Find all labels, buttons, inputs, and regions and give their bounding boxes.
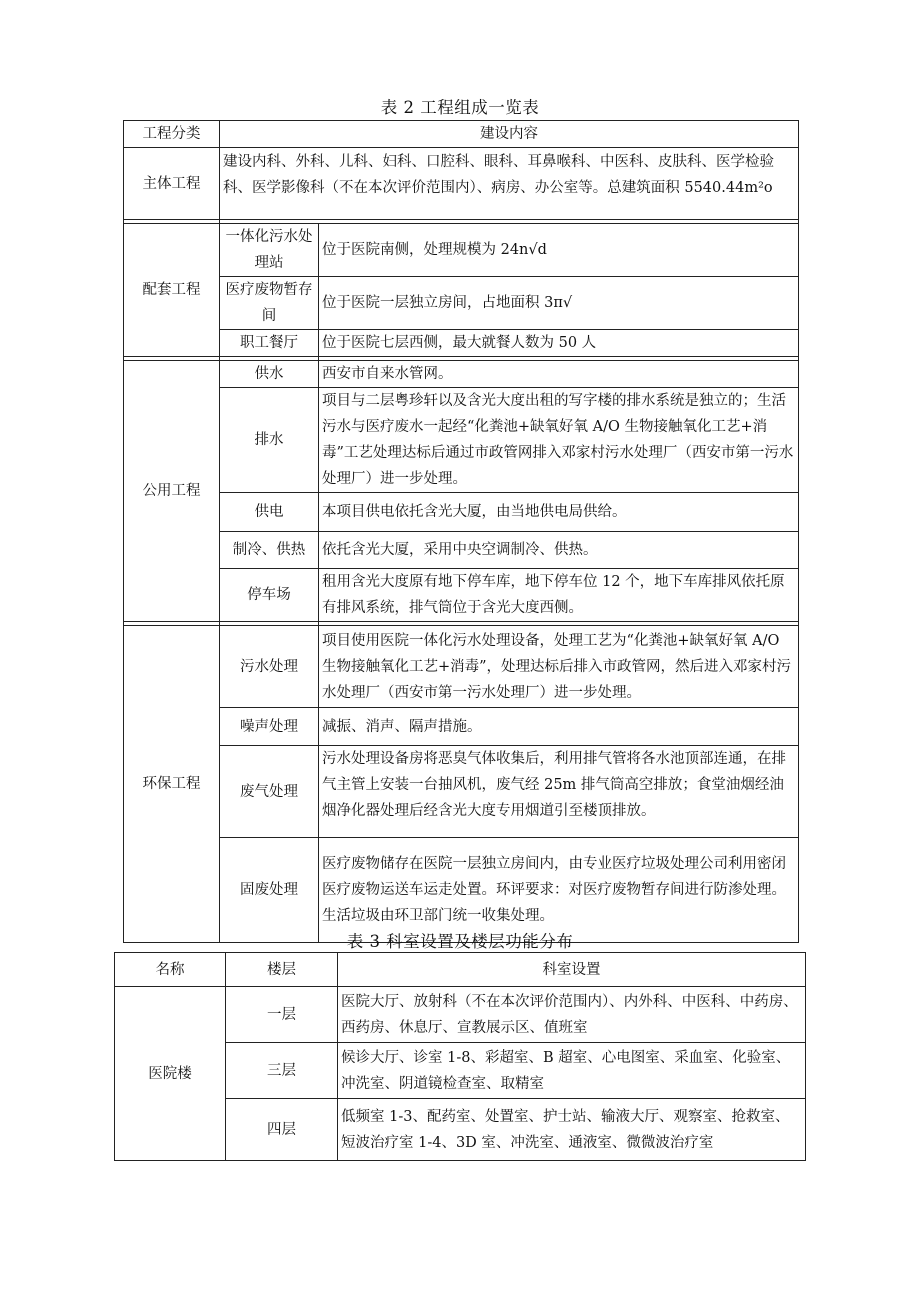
table-row — [124, 277, 799, 330]
item-name: 排水 — [220, 388, 319, 493]
item-content: 位于医院南侧，处理规模为 24n√d — [319, 224, 799, 277]
item-content: 租用含光大度原有地下停车库，地下停车位 12 个，地下车库排风依托原有排风系统，排气筒位于含光大度西侧。 — [319, 569, 799, 622]
project-composition-table — [123, 120, 799, 943]
header-rooms: 科室设置 — [338, 953, 806, 987]
rooms-list: 低频室 1-3、配药室、处置室、护士站、输液大厅、观察室、抢救室、短波治疗室 1-4、3D 室、冲洗室、通液室、微微波治疗室 — [338, 1099, 806, 1161]
table-row — [124, 838, 799, 943]
building-name: 医院楼 — [115, 987, 226, 1161]
item-content-line: 医疗废物储存在医院一层独立房间内，由专业医疗垃圾处理公司利用密闭医疗废物运送车运走处置。环评要求：对医疗废物暂存间进行防渗处理。 — [322, 856, 786, 898]
table-row — [124, 361, 799, 388]
table-header-row — [115, 953, 806, 987]
table-row — [124, 746, 799, 838]
item-name: 噪声处理 — [220, 708, 319, 746]
item-name: 废气处理 — [220, 746, 319, 838]
item-name: 供水 — [220, 361, 319, 388]
item-name: 停车场 — [220, 569, 319, 622]
item-content — [319, 838, 799, 943]
table-row — [115, 987, 806, 1043]
table-row — [124, 493, 799, 532]
item-content-line: 生活垃圾由环卫部门统一收集处理。 — [322, 908, 554, 924]
item-name: 职工餐厅 — [220, 330, 319, 357]
table-row — [124, 569, 799, 622]
table3-caption: 表 3 科室设置及楼层功能分布 — [346, 932, 574, 951]
rooms-list: 医院大厅、放射科（不在本次评价范围内）、内外科、中医科、中药房、西药房、休息厅、宣教展示区、值班室 — [338, 987, 806, 1043]
item-content: 西安市自来水管网。 — [319, 361, 799, 388]
category-supporting: 配套工程 — [124, 224, 220, 357]
item-name: 制冷、供热 — [220, 532, 319, 569]
item-content: 本项目供电依托含光大厦，由当地供电局供给。 — [319, 493, 799, 532]
table-row — [124, 388, 799, 493]
item-name: 一体化污水处理站 — [220, 224, 319, 277]
item-content: 位于医院一层独立房间，占地面积 3π√ — [319, 277, 799, 330]
table2-caption: 表 2 工程组成一览表 — [380, 98, 540, 117]
category-environmental: 环保工程 — [124, 626, 220, 943]
header-category: 工程分类 — [124, 121, 220, 148]
item-content: 项目与二层粤珍轩以及含光大度出租的写字楼的排水系统是独立的；生活污水与医疗废水一起经“化粪池+缺氧好氧 A/O 生物接触氧化工艺+消毒”工艺处理达标后通过市政管网排入邓家村污水处理厂（西安市第一污水处理厂）进一步处理。 — [319, 388, 799, 493]
item-content: 依托含光大厦，采用中央空调制冷、供热。 — [319, 532, 799, 569]
floor-label: 三层 — [226, 1043, 338, 1099]
table-row — [124, 330, 799, 357]
item-content: 项目使用医院一体化污水处理设备，处理工艺为“化粪池+缺氧好氧 A/O 生物接触氧化工艺+消毒”，处理达标后排入市政管网，然后进入邓家村污水处理厂（西安市第一污水处理厂）进一步处理。 — [319, 626, 799, 708]
item-content: 位于医院七层西侧，最大就餐人数为 50 人 — [319, 330, 799, 357]
category-main: 主体工程 — [124, 148, 220, 220]
table-row — [124, 626, 799, 708]
header-content: 建设内容 — [220, 121, 799, 148]
table-row — [124, 532, 799, 569]
item-name: 医疗废物暂存间 — [220, 277, 319, 330]
rooms-list: 候诊大厅、诊室 1-8、彩超室、B 超室、心电图室、采血室、化验室、冲洗室、阴道镜检查室、取精室 — [338, 1043, 806, 1099]
department-floor-table — [114, 952, 806, 1161]
floor-label: 一层 — [226, 987, 338, 1043]
item-content: 污水处理设备房将恶臭气体收集后，利用排气管将各水池顶部连通，在排气主管上安装一台抽风机，废气经 25m 排气筒高空排放；食堂油烟经油烟净化器处理后经含光大度专用烟道引至楼顶排放。 — [319, 746, 799, 838]
item-name: 供电 — [220, 493, 319, 532]
item-content: 减振、消声、隔声措施。 — [319, 708, 799, 746]
item-name: 固废处理 — [220, 838, 319, 943]
category-utilities: 公用工程 — [124, 361, 220, 622]
table-row — [124, 224, 799, 277]
item-name: 污水处理 — [220, 626, 319, 708]
table-row — [124, 708, 799, 746]
table-header-row — [124, 121, 799, 148]
floor-label: 四层 — [226, 1099, 338, 1161]
header-name: 名称 — [115, 953, 226, 987]
main-content: 建设内科、外科、儿科、妇科、口腔科、眼科、耳鼻喉科、中医科、皮肤科、医学检验科、医学影像科（不在本次评价范围内）、病房、办公室等。总建筑面积 5540.44m²o — [220, 148, 799, 220]
table-row — [124, 148, 799, 220]
header-floor: 楼层 — [226, 953, 338, 987]
